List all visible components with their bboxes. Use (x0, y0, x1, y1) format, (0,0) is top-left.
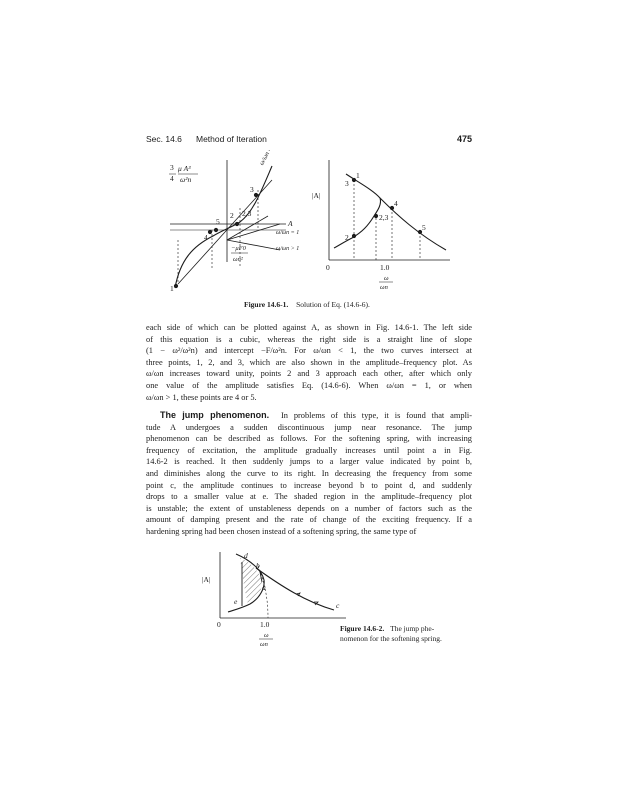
paragraph-line: In problems of this type, it is found that ampli- (280, 411, 473, 420)
line-gt-1-label: ω/ωn > 1 (276, 246, 300, 252)
cubic-curve (175, 166, 272, 288)
figure-2-plot (220, 552, 346, 618)
fig2-point-c: c (336, 601, 340, 610)
fig2-point-e: e (234, 597, 238, 606)
line-eq-1 (227, 224, 280, 240)
jump-phenomenon-heading: The jump phenomenon. (160, 410, 270, 420)
left-point-1 (174, 284, 177, 287)
figure-1-svg (168, 150, 458, 300)
paragraph-2 (146, 410, 472, 538)
left-point-5 (214, 228, 217, 231)
paragraph-line: one value of the amplitude satisfies Eq. (14.6-6). When ω/ωn = 1, or when (146, 380, 472, 390)
left-point-4 (208, 230, 211, 233)
right-xlabel-den: ωn (380, 284, 388, 291)
paragraph-line: each side of which can be plotted against A, as shown in Fig. 14.6-1. The left side (146, 323, 472, 332)
paragraph-line: and diminishes along the curve to its right. In decreasing the frequency from some (146, 468, 472, 478)
figure-1-caption-text: Solution of Eq. (14.6-6). (296, 300, 370, 309)
right-tick: 1.0 (380, 263, 390, 272)
right-origin: 0 (326, 263, 330, 272)
page-number: 475 (456, 134, 472, 144)
fig2-point-b: b (256, 561, 260, 570)
mu-label: μ A³ (178, 164, 191, 173)
right-label-3: 3 (345, 179, 349, 188)
paragraph-1 (146, 322, 472, 403)
right-label-5: 5 (422, 223, 426, 232)
intercept-denominator: ωn² (233, 256, 243, 263)
paragraph-line: is unstable; the extent of unstableness depends on a number of factors such as the (146, 503, 472, 513)
left-label-5: 5 (216, 217, 220, 226)
line-eq-1-label: ω/ωn = 1 (276, 230, 300, 236)
fig2-ylabel: |A| (202, 575, 211, 584)
figure-1-caption (244, 300, 444, 309)
fig2-point-a: a (262, 583, 266, 592)
paragraph-line: point c, the amplitude continues to increase beyond b to point d, and suddenly (146, 480, 472, 490)
left-label-1: 1 (170, 284, 174, 293)
figure-1-caption-label: Figure 14.6-1. (244, 300, 289, 309)
intercept-label: −μF0 (231, 245, 246, 252)
right-label-4: 4 (394, 199, 398, 208)
curve-label-top: ω/ωn ≠ 1 (258, 150, 276, 167)
figure-2-caption-label: Figure 14.6-2. (340, 624, 385, 633)
right-point-23 (374, 214, 377, 217)
figure-2-caption (340, 624, 480, 644)
coeff-3: 3 (170, 163, 174, 172)
section-label: Sec. 14.6 (146, 134, 182, 144)
right-label-2: 2 (345, 233, 349, 242)
right-label-1: 1 (356, 171, 360, 180)
section-title: Method of Iteration (196, 134, 267, 144)
right-plot (329, 160, 450, 260)
running-header (146, 134, 472, 148)
right-ylabel: |A| (312, 191, 321, 200)
paragraph-line: (1 − ω²/ω²n) and intercept −F/ω²n. For ω/ωn < 1, the two curves intersect at (146, 346, 472, 356)
left-label-23: 2,3 (242, 209, 252, 218)
fig2-curve-lower (256, 568, 334, 610)
paragraph-line: drops to a smaller value at e. The shaded region in the amplitude–frequency plot (146, 492, 472, 502)
mu-denominator: ω²n (180, 175, 192, 184)
figure-2-caption-line1: The jump phe- (390, 624, 435, 633)
left-point-3 (254, 193, 257, 196)
left-point-2 (235, 222, 238, 225)
paragraph-first-line (146, 410, 472, 422)
left-label-4: 4 (204, 233, 208, 242)
right-point-2 (352, 234, 355, 237)
fig2-xlabel-den: ωn (260, 641, 268, 648)
figure-14-6-1 (168, 150, 458, 300)
coeff-4: 4 (170, 174, 174, 183)
left-label-2: 2 (230, 211, 234, 220)
axis-A-label: A (288, 219, 293, 228)
left-label-3: 3 (250, 185, 254, 194)
figure-2-svg (196, 546, 356, 650)
figure-14-6-2 (196, 546, 356, 650)
fig2-xlabel-num: ω (264, 632, 269, 639)
paragraph-line: ω/ωn increases toward unity, points 2 and 3 approach each other, after which only (146, 369, 472, 379)
paragraph-line: phenomenon can be described as follows. For the softening spring, with increasing (146, 434, 472, 444)
right-xlabel-num: ω (384, 275, 389, 282)
fig2-origin: 0 (217, 620, 221, 629)
paragraph-line: 14.6-2 is reached. It then suddenly jumps to a larger value indicated by point b, (146, 457, 472, 467)
paragraph-line: hardening spring had been chosen instead of a softening spring, the same type of (146, 526, 417, 536)
right-label-23: 2,3 (379, 213, 389, 222)
figure-2-labels (202, 551, 340, 648)
paragraph-line: amount of damping present and the rate of change of the exciting frequency. If a (146, 515, 472, 525)
fig2-tick: 1.0 (260, 620, 270, 629)
figure-2-caption-line2: nomenon for the softening spring. (340, 634, 442, 643)
paragraph-line: frequency of excitation, the amplitude gradually increases until point a in Fig. (146, 445, 472, 455)
paragraph-line: of this equation is a cubic, whereas the right side is a straight line of slope (146, 334, 472, 344)
paragraph-line: three points, 1, 2, and 3, which are also shown in the amplitude–frequency plot. As (146, 357, 472, 367)
paragraph-line: ω/ωn > 1, these points are 4 or 5. (146, 392, 257, 402)
paragraph-line: tude A undergoes a sudden discontinuous jump near resonance. The jump (146, 422, 472, 432)
response-curve-upper (334, 174, 381, 248)
response-curve-lower (380, 198, 446, 250)
fig2-point-d: d (244, 551, 248, 560)
